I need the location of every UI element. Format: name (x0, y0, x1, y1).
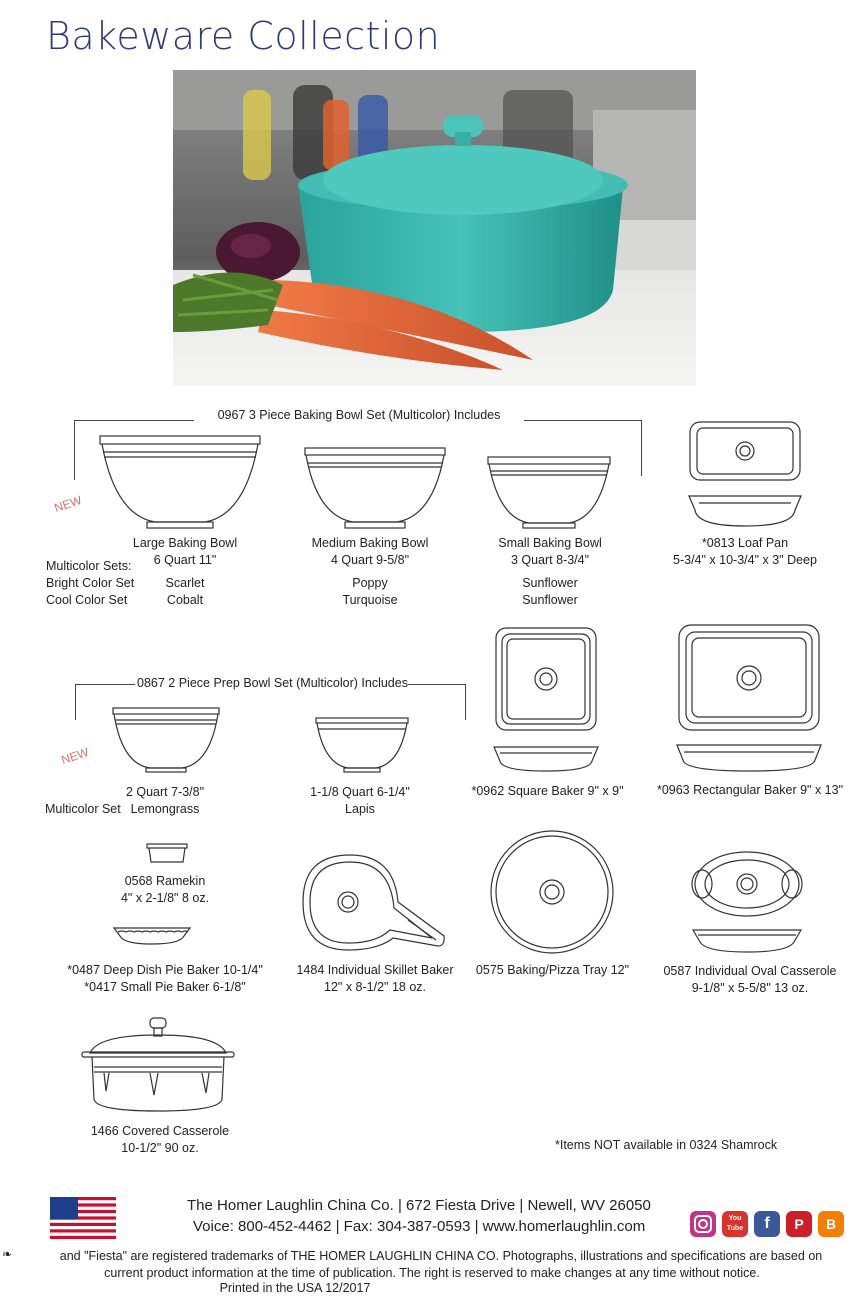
print-date: Printed in the USA 12/2017 (219, 1281, 371, 1295)
social-icons (690, 1211, 844, 1237)
small-bowl-caption: Small Baking Bowl 3 Quart 8-3/4" (498, 536, 602, 567)
page-title: Bakeware Collection (46, 14, 441, 58)
large-bowl-caption: Large Baking Bowl 6 Quart 11" (132, 536, 238, 567)
pizza-tray-caption: 0575 Baking/Pizza Tray 12" (475, 963, 630, 977)
square-baker-caption: *0962 Square Baker 9" x 9" (471, 784, 624, 798)
skillet-baker-icon (298, 850, 448, 960)
pizza-tray-icon (488, 828, 616, 956)
ramekin-icon (145, 842, 190, 867)
multicolor-sets-labels: Multicolor Sets: Bright Color Set Cool Color Set (46, 559, 135, 607)
ramekin-caption: 0568 Ramekin 4" x 2-1/8" 8 oz. (120, 874, 210, 905)
medium-bowl-caption: Medium Baking Bowl 4 Quart 9-5/8" (311, 536, 429, 567)
facebook-icon[interactable]: f (754, 1211, 780, 1237)
medium-baking-bowl-icon (305, 448, 445, 528)
multicolor-set-label: Multicolor Set (45, 802, 121, 816)
prep-bowl-1-quart-caption: 1-1/8 Quart 6-1/4" Lapis (310, 785, 410, 816)
hero-photo (173, 70, 696, 386)
large-bowl-colors: Scarlet Cobalt (165, 576, 205, 607)
rectangular-baker-caption: *0963 Rectangular Baker 9" x 13" (656, 783, 844, 797)
blogger-icon[interactable]: B (818, 1211, 844, 1237)
instagram-icon[interactable] (690, 1211, 716, 1237)
pie-baker-caption: *0487 Deep Dish Pie Baker 10-1/4" *0417 Small Pie Baker 6-1/8" (67, 963, 263, 994)
pinterest-icon[interactable]: P (786, 1211, 812, 1237)
casserole-photo-illustration (173, 70, 696, 386)
skillet-baker-caption: 1484 Individual Skillet Baker 12" x 8-1/2" 18 oz. (296, 963, 454, 994)
medium-bowl-colors: Poppy Turquoise (342, 576, 398, 607)
small-baking-bowl-icon (488, 457, 610, 528)
publication-notice: current product information at the time of publication. The right is reserved to make changes at any time without notice. (104, 1266, 760, 1280)
company-address: The Homer Laughlin China Co. | 672 Fiesta Drive | Newell, WV 26050 (187, 1197, 651, 1214)
oval-casserole-icon (688, 848, 806, 956)
prep-bowls-drawing (110, 700, 420, 778)
youtube-icon[interactable]: You Tube (722, 1211, 748, 1237)
prep-bowl-1-quart-icon (316, 718, 408, 772)
shamrock-note: *Items NOT available in 0324 Shamrock (555, 1138, 778, 1152)
trademark-notice: and "Fiesta" are registered trademarks of THE HOMER LAUGHLIN CHINA CO. Photographs, illustrations and specifications are based on (59, 1249, 823, 1263)
loaf-pan-icon (685, 420, 805, 532)
prep-bowl-2-quart-icon (113, 708, 219, 772)
new-badge-prep: NEW (59, 745, 91, 767)
square-baker-icon (490, 625, 602, 775)
small-bowl-colors: Sunflower Sunflower (522, 576, 578, 607)
hlc-logo-icon: ❧ (2, 1247, 13, 1261)
company-contact: Voice: 800-452-4462 | Fax: 304-387-0593 | www.homerlaughlin.com (193, 1218, 646, 1235)
prep-bowl-2-quart-caption: 2 Quart 7-3/8" Lemongrass (125, 785, 205, 816)
prep-set-heading: 0867 2 Piece Prep Bowl Set (Multicolor) Includes (137, 676, 408, 690)
covered-casserole-icon (78, 1015, 238, 1115)
new-badge: NEW (52, 493, 84, 515)
us-flag-icon (50, 1197, 116, 1239)
rectangular-baker-icon (675, 622, 825, 774)
covered-casserole-caption: 1466 Covered Casserole 10-1/2" 90 oz. (90, 1124, 230, 1155)
baking-bowls-drawing (95, 430, 625, 535)
loaf-pan-caption: *0813 Loaf Pan 5-3/4" x 10-3/4" x 3" Deep (673, 536, 817, 567)
baking-set-heading: 0967 3 Piece Baking Bowl Set (Multicolor) Includes (217, 408, 501, 422)
pie-baker-icon (112, 924, 192, 948)
oval-casserole-caption: 0587 Individual Oval Casserole 9-1/8" x 5-5/8" 13 oz. (663, 964, 837, 995)
large-baking-bowl-icon (100, 436, 260, 528)
